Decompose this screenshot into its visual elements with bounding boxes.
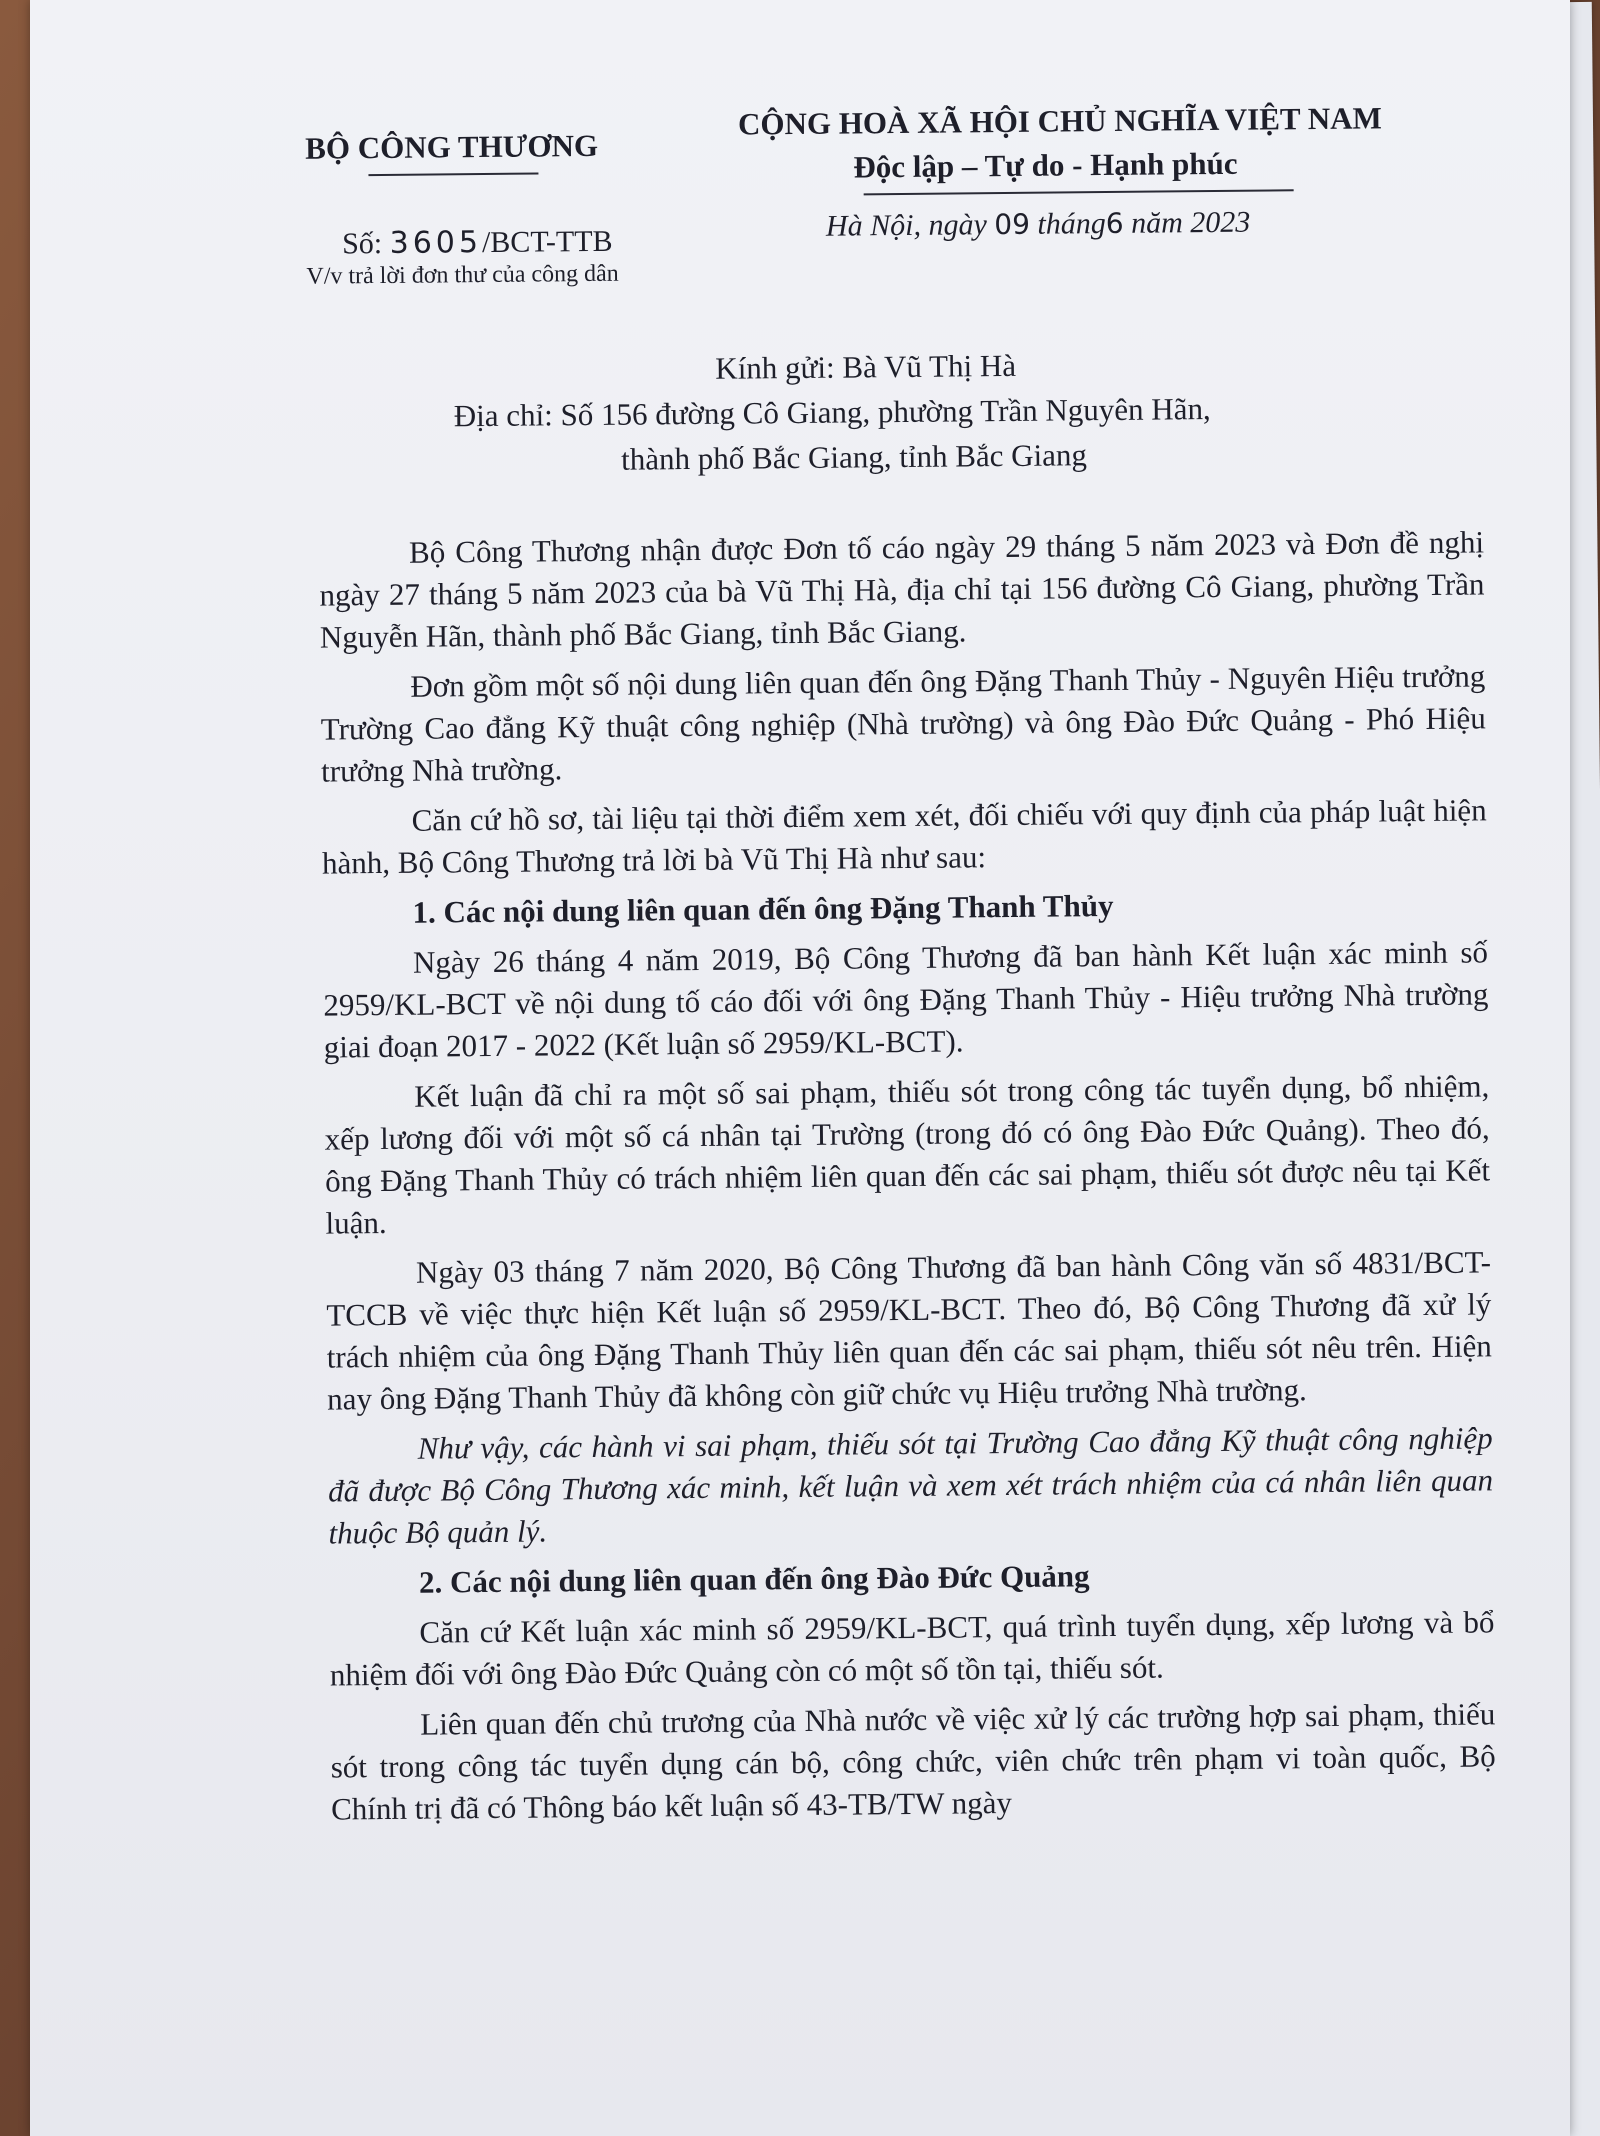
number-suffix: /BCT-TTB <box>481 224 613 260</box>
paragraph-8: Căn cứ Kết luận xác minh số 2959/KL-BCT, quá trình tuyển dụng, xếp lương và bổ nhiệm đối với ông Đào Đức Quảng còn có một số tồn tại, thiếu sót. <box>329 1604 1495 1693</box>
paragraph-3: Căn cứ hồ sơ, tài liệu tại thời điểm xem xét, đối chiếu với quy định của pháp luật hiện hành, Bộ Công Thương trả lời bà Vũ Thị Hà như sau: <box>321 792 1487 881</box>
document-number <box>342 224 613 262</box>
motto-underline <box>864 189 1294 195</box>
document-date <box>826 206 1251 244</box>
recipient-address-line1: Địa chỉ: Số 156 đường Cô Giang, phường Trần Nguyên Hãn, <box>453 391 1211 434</box>
recipient-greeting: Kính gửi: Bà Vũ Thị Hà <box>715 347 1017 386</box>
paragraph-9: Liên quan đến chủ trương của Nhà nước về việc xử lý các trường hợp sai phạm, thiếu sót trong công tác tuyển dụng cán bộ, công chức, viên chức trên phạm vi toàn quốc, Bộ Chính trị đã có Thông báo kết luận số 43-TB/TW ngày <box>330 1696 1496 1827</box>
paragraph-7-conclusion: Như vậy, các hành vi sai phạm, thiếu sót tại Trường Cao đẳng Kỹ thuật công nghiệp đã được Bộ Công Thương xác minh, kết luận và xem xét trách nhiệm của cá nhân liên quan thuộc Bộ quản lý. <box>327 1420 1494 1551</box>
letter-body <box>319 521 1496 1838</box>
date-month: 6 <box>1105 206 1124 241</box>
issuing-agency: BỘ CÔNG THƯƠNG <box>305 127 599 166</box>
date-prefix: Hà Nội, ngày <box>825 208 995 243</box>
paragraph-4: Ngày 26 tháng 4 năm 2019, Bộ Công Thương đã ban hành Kết luận xác minh số 2959/KL-BCT về nội dung tố cáo đối với ông Đặng Thanh Thủy - Hiệu trưởng Nhà trường giai đoạn 2017 - 2022 (Kết luận số 2959/KL-BCT). <box>323 934 1489 1065</box>
date-day: 09 <box>994 207 1031 242</box>
national-motto: Độc lập – Tự do - Hạnh phúc <box>853 145 1238 185</box>
date-month-label: tháng <box>1029 207 1106 241</box>
paragraph-2: Đơn gồm một số nội dung liên quan đến ông Đặng Thanh Thủy - Nguyên Hiệu trưởng Trường Cao đẳng Kỹ thuật công nghiệp (Nhà trường) và ông Đào Đức Quảng - Phó Hiệu trưởng Nhà trường. <box>320 658 1486 789</box>
document-page <box>30 0 1570 2136</box>
document-subject: V/v trả lời đơn thư của công dân <box>306 260 619 290</box>
paragraph-5: Kết luận đã chỉ ra một số sai phạm, thiếu sót trong công tác tuyển dụng, bổ nhiệm, xếp lương đối với một số cá nhân tại Trường (trong đó có ông Đào Đức Quảng). Theo đó, ông Đặng Thanh Thủy có trách nhiệm liên quan đến các sai phạm, thiếu sót được nêu tại Kết luận. <box>324 1068 1491 1241</box>
recipient-address-line2: thành phố Bắc Giang, tỉnh Bắc Giang <box>621 437 1088 477</box>
document-content <box>22 0 1582 2136</box>
number-prefix: Số: <box>341 226 390 261</box>
date-year: năm 2023 <box>1123 205 1251 240</box>
section-heading-1: 1. Các nội dung liên quan đến ông Đặng Thanh Thủy <box>412 887 1114 930</box>
section-heading-2: 2. Các nội dung liên quan đến ông Đào Đức Quảng <box>418 1558 1090 1600</box>
paragraph-1: Bộ Công Thương nhận được Đơn tố cáo ngày 29 tháng 5 năm 2023 và Đơn đề nghị ngày 27 tháng 5 năm 2023 của bà Vũ Thị Hà, địa chỉ tại 156 đường Cô Giang, phường Trần Nguyễn Hãn, thành phố Bắc Giang, tỉnh Bắc Giang. <box>319 524 1485 655</box>
national-title: CỘNG HOÀ XÃ HỘI CHỦ NGHĨA VIỆT NAM <box>737 100 1383 142</box>
paragraph-6: Ngày 03 tháng 7 năm 2020, Bộ Công Thương đã ban hành Công văn số 4831/BCT-TCCB về việc thực hiện Kết luận số 2959/KL-BCT. Theo đó, Bộ Công Thương đã xử lý trách nhiệm của ông Đặng Thanh Thủy liên quan đến các sai phạm, thiếu sót nêu trên. Hiện nay ông Đặng Thanh Thủy đã không còn giữ chức vụ Hiệu trưởng Nhà trường. <box>326 1244 1492 1417</box>
agency-underline <box>368 172 538 176</box>
number-handwritten: 3605 <box>389 225 483 261</box>
